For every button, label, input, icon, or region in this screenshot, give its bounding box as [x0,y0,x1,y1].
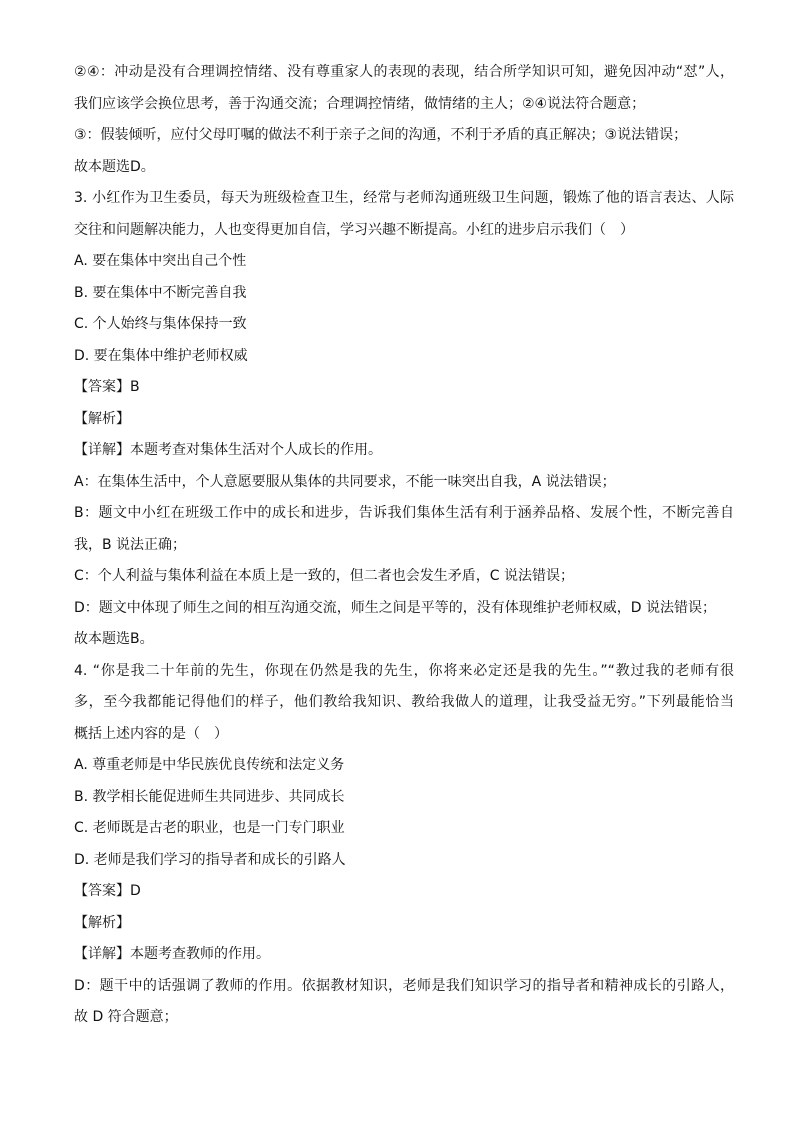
text-line-4: 故本题选D。 [74,158,155,175]
text-line-1: ②④：冲动是没有合理调控情绪、没有尊重家人的表现的表现，结合所学知识可知，避免因冲动“怼”人， [74,64,734,80]
question-3-option-c: C. 个人始终与集体保持一致 [74,316,247,332]
question-4-stem-line-1: 4. “你是我二十年前的先生，你现在仍然是我的先生，你将来必定还是我的先生。”“教过我的老师有很 [74,662,734,679]
question-3-detail-c: C：个人利益与集体利益在本质上是一致的，但二者也会发生矛盾，C 说法错误； [74,568,574,584]
question-4-analysis-heading: 【解析】 [74,914,130,931]
question-3-option-b: B. 要在集体中不断完善自我 [74,284,247,301]
question-4-option-a: A. 尊重老师是中华民族优良传统和法定义务 [74,757,345,773]
question-3-option-d: D. 要在集体中维护老师权威 [74,347,248,364]
question-4-detail-d-line-1: D：题干中的话强调了教师的作用。依据教材知识，老师是我们知识学习的指导者和精神成长的引路人， [74,977,734,994]
question-3-stem-line-2: 交往和问题解决能力，人也变得更加自信，学习兴趣不断提高。小红的进步启示我们（ ） [74,221,634,238]
text-line-2: 我们应该学会换位思考，善于沟通交流；合理调控情绪，做情绪的主人；②④说法符合题意； [74,95,646,112]
question-3-detail-a: A：在集体生活中，个人意愿要服从集体的共同要求，不能一味突出自我，A 说法错误； [74,473,616,490]
question-3-detail-d: D：题文中体现了师生之间的相互沟通交流，师生之间是平等的，没有体现维护老师权威，D 说法错误； [74,599,717,616]
question-3-detail-b-line-1: B：题文中小红在班级工作中的成长和进步，告诉我们集体生活有利于涵养品格、发展个性，不断完善自 [74,505,734,521]
question-4-detail-d-line-2: 故 D 符合题意； [74,1009,178,1025]
question-3-answer: 【答案】B [74,379,140,395]
question-4-option-c: C. 老师既是古老的职业，也是一门专门职业 [74,820,345,836]
question-3-analysis-heading: 【解析】 [74,410,130,427]
question-3-stem-line-1: 3. 小红作为卫生委员，每天为班级检查卫生，经常与老师沟通班级卫生问题，锻炼了他的语言表达、人际 [74,190,734,206]
question-3-option-a: A. 要在集体中突出自己个性 [74,253,247,269]
question-3-detail-b-line-2: 我，B 说法正确； [74,536,187,553]
text-line-3: ③：假装倾听，应付父母叮嘱的做法不利于亲子之间的沟通，不利于矛盾的真正解决；③说法错误； [74,127,688,143]
question-4-detail-intro: 【详解】本题考查教师的作用。 [74,946,270,962]
question-4-option-d: D. 老师是我们学习的指导者和成长的引路人 [74,851,346,868]
question-3-conclusion: 故本题选B。 [74,631,154,647]
question-4-answer: 【答案】D [74,883,141,899]
question-4-option-b: B. 教学相长能促进师生共同进步、共同成长 [74,788,345,805]
question-3-detail-intro: 【详解】本题考查对集体生活对个人成长的作用。 [74,442,382,458]
question-4-stem-line-3: 概括上述内容的是（ ） [74,725,228,742]
question-4-stem-line-2: 多，至今我都能记得他们的样子，他们教给我知识、教给我做人的道理，让我受益无穷。”下列最能恰当 [74,694,734,710]
